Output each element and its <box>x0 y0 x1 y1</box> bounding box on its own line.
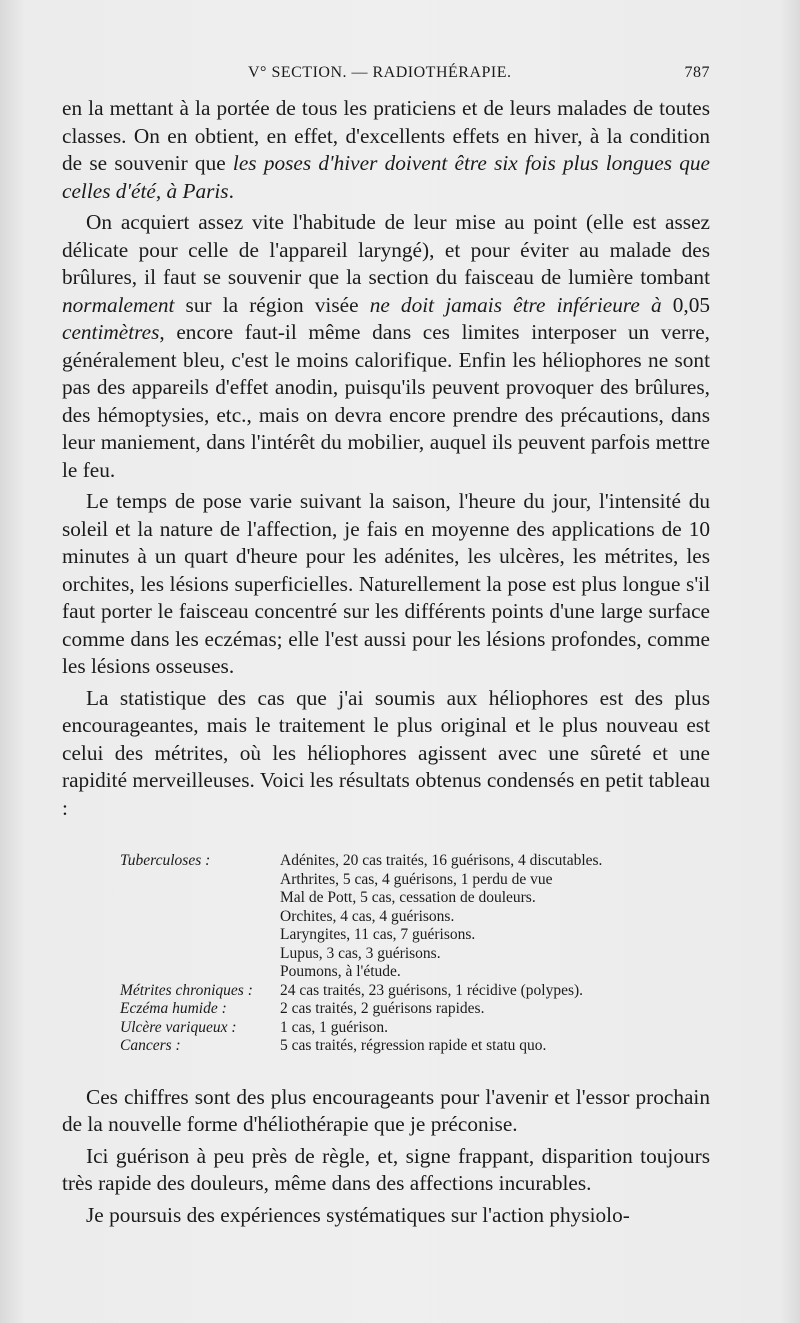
table-row <box>120 926 602 945</box>
paragraph: Ici guérison à peu près de règle, et, signe frappant, disparition toujours très rapide des douleurs, même dans des affections incurables. <box>62 1143 710 1195</box>
table-category <box>120 908 280 927</box>
italic-text: les poses d'hiver doivent être six fois plus longues que celles d'été, à Paris <box>62 151 711 203</box>
table-category <box>120 945 280 964</box>
table-category: Cancers : <box>120 1037 181 1054</box>
table-value: 1 cas, 1 guérison. <box>280 1018 389 1036</box>
table-value: Laryngites, 11 cas, 7 guérisons. <box>280 926 476 943</box>
table-value: Arthrites, 5 cas, 4 guérisons, 1 perdu de vue <box>280 870 553 888</box>
italic-text: centimètres <box>62 320 160 344</box>
table-value: Adénites, 20 cas traités, 16 guérisons, 4 discutables. <box>280 852 603 869</box>
table-row <box>120 908 602 927</box>
text-run: Le temps de pose varie suivant la saison, l'heure du jour, l'intensité du soleil et la nature de l'affection, je fais en moyenne des applications de 10 minutes à un quart d'heure pour les adénites, les ulcères, les métrites, les orchites, les lésions superficielles. Naturellement la pose est plus longue s'il faut porter le faisceau concentré sur les différents points d'une large surface comme dans les eczémas; elle l'est aussi pour les lésions profondes, comme les lésions osseuses. <box>62 489 710 678</box>
table-row <box>120 1000 602 1019</box>
table-row <box>120 852 602 871</box>
table-value: 24 cas traités, 23 guérisons, 1 récidive (polypes). <box>280 981 584 999</box>
table-value: Lupus, 3 cas, 3 guérisons. <box>280 944 441 962</box>
table-row <box>120 1019 602 1038</box>
text-run: La statistique des cas que j'ai soumis aux héliophores est des plus encourageantes, mais le traitement le plus original et le plus nouveau est celui des métrites, où les héliophores agissent avec une sûreté et une rapidité merveilleuses. Voici les résultats obtenus condensés en petit tableau : <box>62 685 710 820</box>
table-value: Orchites, 4 cas, 4 guérisons. <box>280 907 455 925</box>
page-body <box>62 95 710 1229</box>
table-category: Métrites chroniques : <box>120 981 253 999</box>
table-row <box>120 945 602 964</box>
table-category <box>120 871 280 890</box>
table-category <box>120 889 280 908</box>
table-value: 5 cas traités, régression rapide et statu quo. <box>280 1037 547 1054</box>
results-table <box>120 852 602 1056</box>
text-run: en la mettant à la portée de tous les praticiens et de leurs malades de toutes classes. On en obtient, en effet, d'excellents effets en hiver, à la condition de se souvenir que <box>62 96 710 175</box>
table-value: Poumons, à l'étude. <box>280 963 401 980</box>
text-run: On acquiert assez vite l'habitude de leur mise au point (elle est assez délicate pour celle de l'appareil laryngé), et pour éviter au malade des brûlures, il faut se souvenir que la section du faisceau de lumière tombant <box>62 210 710 289</box>
italic-text: ne doit jamais être inférieure à <box>369 292 662 317</box>
table-row <box>120 982 602 1001</box>
section-title: V° SECTION. — RADIOTHÉRAPIE. <box>248 64 512 81</box>
table-category <box>120 963 280 982</box>
table-value: 2 cas traités, 2 guérisons rapides. <box>280 1000 485 1017</box>
table-row <box>120 889 602 908</box>
paragraphs-before-table <box>62 95 710 822</box>
italic-text: normalement <box>62 292 175 317</box>
table-value: Mal de Pott, 5 cas, cessation de douleurs. <box>280 889 536 906</box>
page-number: 787 <box>684 64 710 81</box>
paragraph <box>62 685 710 823</box>
table-row <box>120 1037 602 1056</box>
paragraphs-after-table <box>62 1084 710 1230</box>
paragraph: Je poursuis des expériences systématiques sur l'action physiolo- <box>86 1202 630 1227</box>
table-row <box>120 963 602 982</box>
table-row <box>120 871 602 890</box>
table-category: Tuberculoses : <box>120 852 211 869</box>
table-category: Eczéma humide : <box>120 1000 227 1017</box>
paragraph <box>62 209 710 484</box>
text-run: 0,05 <box>661 292 711 317</box>
paragraph <box>62 95 710 205</box>
paragraph: Ces chiffres sont des plus encourageants pour l'avenir et l'essor prochain de la nouvelle forme d'héliothérapie que je préconise. <box>62 1084 710 1136</box>
table-category <box>120 926 280 945</box>
text-run: . <box>228 178 234 203</box>
text-run: sur la région visée <box>174 292 370 317</box>
paragraph <box>62 488 710 681</box>
table-category: Ulcère variqueux : <box>120 1018 237 1036</box>
text-run: , encore faut-il même dans ces limites interposer un verre, généralement bleu, c'est le moins calorifique. Enfin les héliophores ne sont pas des appareils d'effet anodin, puisqu'ils peuvent provoquer des brûlures, des hémoptysies, etc., mais on devra encore prendre des précautions, dans leur maniement, dans l'intérêt du mobilier, auquel ils peuvent parfois mettre le feu. <box>62 320 710 482</box>
